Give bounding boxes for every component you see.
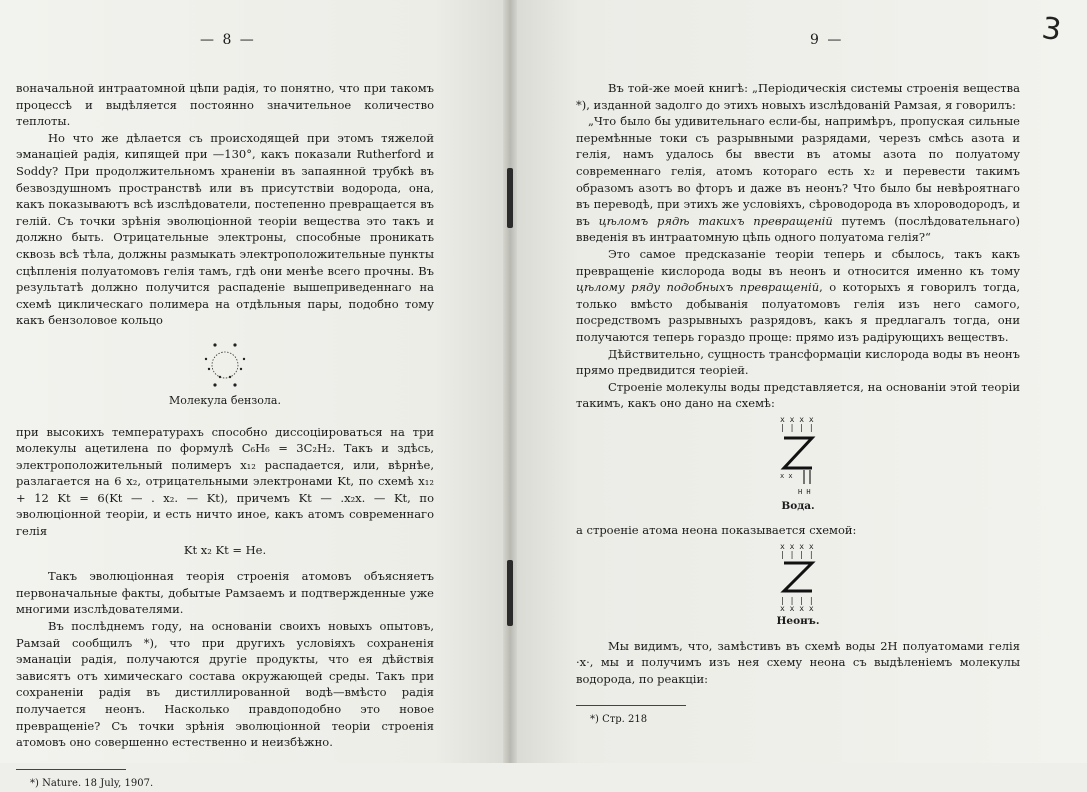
page-number: 9 — <box>810 32 844 48</box>
quote-text: „Что было бы удивительнаго если-бы, напримѣръ, пропуская сильные перемѣнные токи съ разрывными разрядами, черезъ смѣсь азота и гелія, намъ удалось бы ввести въ атомы азота по полуатому современнаго гелія, атомъ котораго есть x₂ и перевести такимъ образомъ азотъ во фторъ и даже въ неонъ? Что было бы невѣроятнаго въ переводѣ, при этихъ же условіяхъ, сѣроводорода въ хлороводородъ, и въ <box>576 114 1020 228</box>
paragraph-text: Это самое предсказаніе теоріи теперь и сбылось, такъ какъ превращеніе кислорода воды въ неонъ и относится именно къ тому <box>576 246 1020 278</box>
svg-text:x x x x: x x x x <box>780 604 814 614</box>
handwritten-mark: 3 <box>1039 10 1064 49</box>
svg-text:x x: x x <box>780 471 793 480</box>
footnote: *) Nature. 18 July, 1907. <box>30 777 154 789</box>
paragraph: Такъ эволюціонная теорія строенія атомовъ объясняетъ первоначальные факты, добытые Рамзаемъ и подтвержденные уже многими изслѣдователями. <box>16 569 434 617</box>
staple-bottom <box>507 560 513 626</box>
svg-text:| | | |: | | | | <box>780 550 814 560</box>
paragraph-emphasis: цѣлому ряду подобныхъ превращеній <box>576 280 820 295</box>
neon-scheme-diagram <box>768 541 828 613</box>
page-number: — 8 — <box>200 32 256 48</box>
footnote: *) Стр. 218 <box>590 714 648 726</box>
book-gutter <box>503 0 517 763</box>
paragraph: Но что же дѣлается съ происходящей при этомъ тяжелой эманаціей радія, кипящей при —130°, какъ показали Rutherford и Soddy? При продолжительномъ храненіи въ запаянной трубкѣ въ безвоздушномъ пространствѣ или въ присутствіи водорода, она, какъ показываютъ всѣ изслѣдователи, постепенно превращается въ гелій. Съ точки зрѣнія эволюціонной теоріи вещества это такъ и должно быть. Отрицательные электроны, способные проникать сквозь всѣ тѣла, должны размыкать электроположительные пункты сцѣпленія полуатомовъ гелія тамъ, гдѣ они менѣе всего прочны. Въ результатѣ должно получится распаденіе вышеприведеннаго на схемѣ циклическаго полимера на отдѣльныя пары, подобно тому какъ бензоловое кольцо <box>16 130 434 328</box>
quotation <box>576 113 1020 246</box>
quote-text: путемъ (послѣдовательнаго) введенія въ интраатомную цѣпь одного полуатома гелія?“ <box>576 213 1021 245</box>
paragraph-text: , о которыхъ я говорилъ тогда, только вмѣсто добыванія полуатомовъ гелія изъ него самого, посредствомъ разрывныхъ разрядовъ, какъ я предлагалъ тогда, они получаются теперь гораздо проще: прямо изъ радірующихъ веществъ. <box>576 280 1020 344</box>
right-page-body <box>576 80 1020 729</box>
figure-caption: Неонъ. <box>776 615 820 628</box>
footnote-rule <box>576 705 686 706</box>
right-page <box>510 0 1087 763</box>
figure-caption: Вода. <box>781 499 815 512</box>
left-page <box>0 0 510 789</box>
footnote-rule <box>16 769 126 770</box>
svg-text:x x x x: x x x x <box>780 414 814 424</box>
quote-emphasis: цѣломъ рядѣ такихъ превращеній <box>598 213 833 228</box>
left-page-body <box>16 80 434 792</box>
paragraph: Въ послѣднемъ году, на основаніи своихъ новыхъ опытовъ, Рамзай сообщилъ *), что при другихъ условіяхъ сохраненія эманаціи радія, получаются другіе продукты, что ея дѣйствія зависятъ отъ химическаго состава окружающей среды. Такъ при сохраненіи радія въ дистиллированной водѣ—вмѣсто радія получается неонъ. Насколько правдоподобно это новое превращеніе? Съ точки зрѣнія эволюціонной теоріи строенія атомовъ оно совершенно естественно и неизбѣжно. <box>16 619 434 750</box>
paragraph: Дѣйствительно, сущность трансформаціи кислорода воды въ неонъ прямо предвидится теоріей. <box>576 346 1020 378</box>
paragraph: Мы видимъ, что, замѣстивъ въ схемѣ воды 2Н полуатомами гелія ·x·, мы и получимъ изъ нея схему неона съ выдѣленіемъ молекулы водорода, по реакціи: <box>576 638 1020 686</box>
paragraph: при высокихъ температурахъ способно диссоціироваться на три молекулы ацетилена по формулѣ C₆H₆ = 3C₂H₂. Такъ и здѣсь, электроположительный полимеръ x₁₂ распадается, или, вѣрнѣе, разлагается на 6 x₂, отрицательными электронами Kt, по схемѣ x₁₂ + 12 Kt = 6(Kt — . x₂. — Kt), причемъ Kt — .x₂x. — Kt, по эволюціонной теоріи, и есть ничто иное, какъ атомъ современнаго гелія <box>16 424 434 539</box>
svg-text:H H: H H <box>798 487 811 496</box>
benzene-diagram <box>190 335 260 391</box>
figure-caption: Молекула бензола. <box>169 393 281 407</box>
svg-text:| | | |: | | | | <box>780 596 814 606</box>
paragraph <box>576 246 1020 346</box>
paragraph: воначальной интраатомной цѣпи радія, то понятно, что при такомъ процессѣ и выдѣляется постоянно значительное количество теплоты. <box>16 81 434 129</box>
paragraph: Строеніе молекулы воды представляется, на основаніи этой теоріи такимъ, какъ оно дано на схемѣ: <box>576 379 1020 411</box>
staple-top <box>507 168 513 228</box>
water-scheme-diagram <box>768 414 828 498</box>
equation: Kt x₂ Kt = He. <box>183 542 267 557</box>
svg-text:x x x x: x x x x <box>780 542 814 552</box>
paragraph: Въ той-же моей книгѣ: „Періодическія системы строенія вещества *), изданной задолго до этихъ новыхъ изслѣдованій Рамзая, я говорилъ: <box>576 81 1020 112</box>
svg-text:| | | |: | | | | <box>780 422 814 432</box>
paragraph: а строеніе атома неона показывается схемой: <box>576 523 857 538</box>
